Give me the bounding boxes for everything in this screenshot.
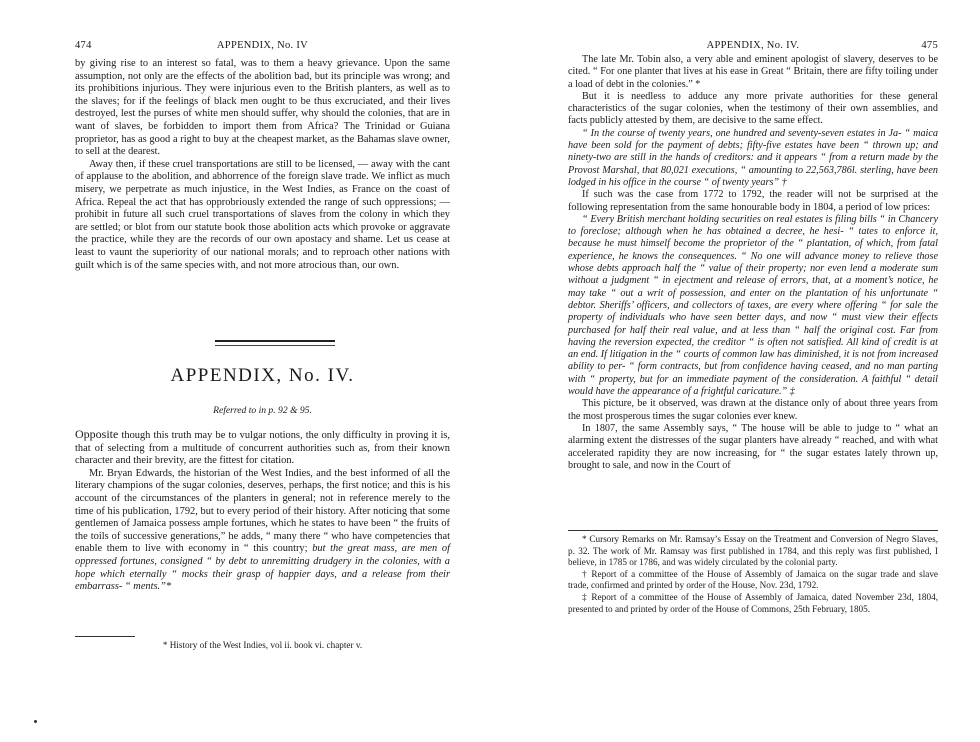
right-paragraph-3: If such was the case from 1772 to 1792, the reader will not be surprised at the following representation from the same honourable body in 1804, a period of low prices: — [568, 189, 938, 213]
right-paragraph-2: But it is needless to adduce any more private authorities for these general characteristics of the sugar colonies, when the testimony of their own assemblies, and facts publicly attested by them, are decisive to the same effect. — [568, 90, 938, 127]
right-page — [568, 0, 938, 742]
right-page-header — [568, 40, 938, 53]
left-footnote: * History of the West Indies, vol ii. book vi. chapter v. — [162, 640, 363, 650]
left-paragraph-2: Away then, if these cruel transportations are still to be licensed, — away with the cant of applause to the abolition, and abhorrence of the foreign slave trade. We inflict as much misery, we perpetrate as much injustice, in the West Indies, as France on the coast of Africa. Repeal the act that has opprobriously extended the range of such oppressions; — prohibit in future all such cruel transportations of slaves from the colony in which they are settled; or blot from our statute book those abolition acts which provoke or aggravate the practice, while they are the records of our own apostacy and shame. Let us cease at least to vaunt the superiority of our national morals; and to reproach other nations with guilt which is of the same species with, and not more atrocious than, our own. — [75, 158, 450, 271]
right-running-title: APPENDIX, No. IV. — [706, 40, 800, 51]
left-footnote-rule — [75, 636, 135, 637]
right-footnote-2: † Report of a committee of the House of Assembly of Jamaica on the sugar trade and slave trade, confirmed and printed by order of the House, Nov. 23d, 1792. — [568, 568, 938, 591]
divider-thin — [215, 345, 335, 346]
right-paragraph-1: The late Mr. Tobin also, a very able and eminent apologist of slavery, deserves to be cited. “ For one planter that lives at his ease in Great “ Britain, there are fifty toiling under a load of debt in the colonies.” * — [568, 54, 938, 90]
appendix-paragraph-2-text: Mr. Bryan Edwards, the historian of the West Indies, and the best informed of all the literary champions of the sugar colonies, deserves, perhaps, the first notice; and this is his account of the circumstances of the planters in general; not in reference merely to the time of his publication, 1792, but to every period of their history. After noticing that some gentlemen of Jamaica possess ample fortunes, which he states to have been “ the fruits of the toils of successive generations,” he adds, “ many there “ who have competencies that enable them to live with economy in “ this country; — [75, 467, 450, 555]
scan-speck — [34, 720, 37, 723]
right-footnote-1: * Cursory Remarks on Mr. Ramsay’s Essay on the Treatment and Conversion of Negro Slaves, p. 32. The work of Mr. Ramsay was first published in 1784, and this reply was first published, I believe, in 1785 or 1786, and was widely circulated by the colonial party. — [568, 534, 938, 568]
appendix-paragraph-1 — [75, 428, 450, 468]
right-paragraph-5: In 1807, the same Assembly says, “ The house will be able to judge to “ what an alarming extent the distresses of the sugar planters have already “ reached, and with what accelerated rapidity they are now increasing, for “ the sugar estates lately thrown up, brought to sale, and now in the Court of — [568, 422, 938, 471]
right-quote-2 — [568, 214, 938, 398]
appendix-title: APPENDIX, No. IV. — [170, 365, 355, 386]
right-text — [568, 54, 938, 472]
right-quote-2-text: “ Every British merchant holding securities on real estates is filing bills “ in Chancery to foreclose; although when he has obtained a decree, he hesi- “ tates to enforce it, because he must himself become the proprietor of the “ plantation, of which, from fatal experience, he knows the consequences. “ No one will advance money to relieve those whose debts approach half the “ value of their property; nor even lend a moderate sum without a judgment “ in ejectment and release of errors, that, at a moment’s notice, he may take “ out a writ of possession, and enter on the plantation of his unfortunate “ debtor. Sheriffs’ officers, and collectors of taxes, are every where offering “ for sale the property of individuals who have seen better days, and now “ must view their effects purchased for half their real value, and at less than “ half the original cost. Far from having the reversion expected, the creditor “ is often not satisfied. All kind of credit is at an end. If litigation in the “ courts of common law has diminished, it is not from increased ability to per- “ form contracts, but from confidence having ceased, and no man parting with “ property, but for an immediate payment of the consideration. A faithful “ detail would have the appearance of a frightful caricature.” ‡ — [568, 213, 938, 398]
left-page-number: 474 — [75, 40, 92, 51]
opening-word: Opposite — [75, 427, 119, 441]
right-quote-1-text: “ In the course of twenty years, one hundred and seventy-seven estates in Ja- “ maica have been sold for the payment of debts; fifty-five estates have been “ thrown up; and ninety-two are still in the hands of creditors: and it appears “ from a return made by the Provost Marshal, that 80,021 executions, “ amounting to 22,563,786l. sterling, have been lodged in his office in the course “ of twenty years” † — [568, 127, 938, 188]
left-page-header — [75, 40, 450, 53]
appendix-paragraph-1-text: though this truth may be to vulgar notions, the only difficulty in proving it is, that of selecting from a multitude of concurrent authorities such as, from their known character and their brevity, are the fittest for citation. — [75, 430, 450, 467]
left-page — [75, 0, 450, 742]
right-paragraph-4: This picture, be it observed, was drawn at the distance only of about three years from the most prosperous times the sugar colonies ever knew. — [568, 398, 938, 422]
left-running-title: APPENDIX, No. IV — [216, 40, 309, 51]
left-top-text — [75, 58, 450, 272]
appendix-reference: Referred to in p. 92 & 95. — [213, 405, 312, 416]
appendix-body — [75, 428, 450, 594]
right-footnote-3: ‡ Report of a committee of the House of Assembly of Jamaica, dated November 23d, 1804, presented to and printed by order of the House of Commons, 25th February, 1805. — [568, 591, 938, 614]
appendix-paragraph-2-italic: but the great mass, are men of oppressed fortunes, consigned “ by debt to unremitting drudgery in the colonies, with a hope which eternally “ mocks their grasp of happier days, and a release from their embarrass- “ ments.”* — [75, 543, 450, 593]
right-page-number: 475 — [921, 40, 938, 51]
right-quote-1 — [568, 128, 938, 189]
right-footnotes — [568, 534, 938, 615]
divider-thick — [215, 340, 335, 342]
left-paragraph-1: by giving rise to an interest so fatal, was to them a heavy grievance. Upon the same assumption, not only are the effects of the abolition bad, but its principle was wrong; and its prohibitions injurious. They were injurious even to the British planters, as well as to the slaves; for if the feelings of black men ought to be thus excruciated, and their lives destroyed, lest the purses of white men should suffer, why should the colonies, that are in want of slaves, be forbidden to import them from Africa? The Trinidad or Guiana proprietor, has as good a right to buy at the cheapest market, as the Bahamas slave owner, to sell at the dearest. — [75, 58, 450, 158]
right-footnote-rule — [568, 530, 938, 531]
appendix-paragraph-2 — [75, 468, 450, 594]
